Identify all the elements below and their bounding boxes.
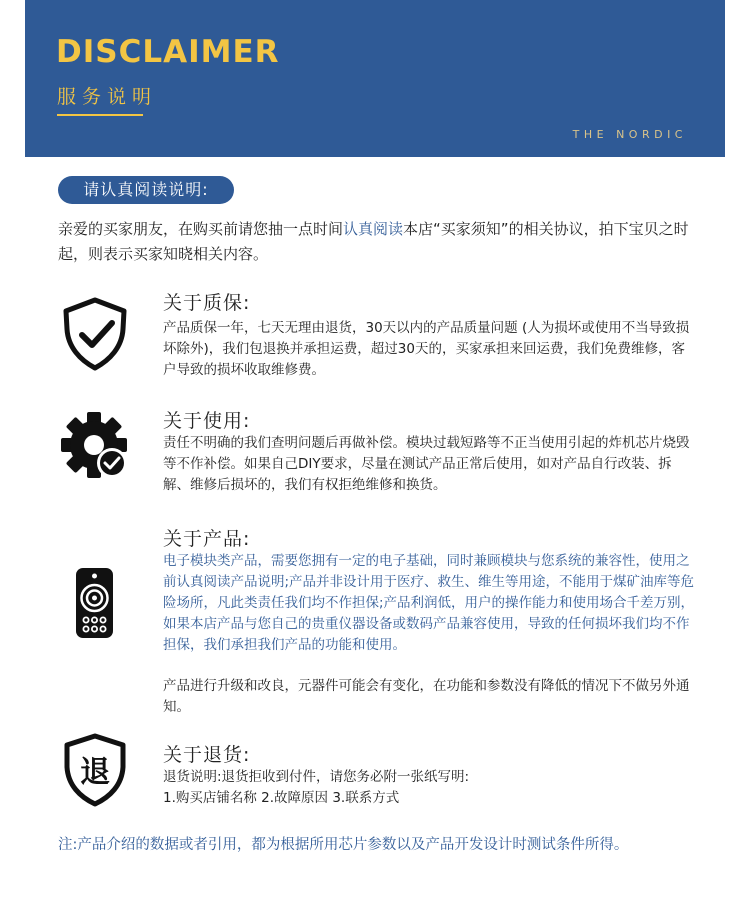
footer-note: 注:产品介绍的数据或者引用，都为根据所用芯片参数以及产品开发设计时测试条件所得。 [58, 837, 629, 853]
return-shield-icon [60, 733, 130, 807]
section-usage-body: 责任不明确的我们查明问题后再做补偿。模块过载短路等不正当使用引起的炸机芯片烧毁等不作补偿。如果自己DIY要求，尽量在测试产品正常后使用，如对产品自行改装、拆解、维修后损坏的，我们有权拒绝维修和换货。 [163, 435, 690, 493]
banner-brand: THE NORDIC [572, 128, 687, 141]
section-warranty-title: 关于质保: [163, 292, 251, 314]
section-returns-list: 1.购买店铺名称 2.故障原因 3.联系方式 [163, 790, 400, 806]
section-product-title: 关于产品: [163, 528, 251, 550]
section-product-body: 产品进行升级和改良，元器件可能会有变化，在功能和参数没有降低的情况下不做另外通知。 [163, 678, 690, 715]
intro-after: 本店“买家须知”的相关协议，拍下宝贝之时起，则表示买家知晓相关内容。 [58, 220, 689, 263]
section-returns-title: 关于退货: [163, 744, 251, 766]
banner-title: DISCLAIMER [56, 34, 280, 70]
intro-text [58, 217, 698, 267]
banner-subtitle: 服务说明 [57, 86, 158, 108]
banner-underline [57, 114, 143, 116]
gear-check-icon [60, 411, 130, 481]
remote-control-icon [60, 566, 130, 640]
intro-highlight: 认真阅读 [343, 220, 404, 238]
section-warranty-body: 产品质保一年，七天无理由退货，30天以内的产品质量问题 (人为损坏或使用不当导致损坏除外)，我们包退换并承担运费，超过30天的，买家承担来回运费，我们免费维修，客户导致的损坏收取维修费。 [163, 320, 690, 378]
intro-before: 亲爱的买家朋友，在购买前请您抽一点时间 [58, 220, 344, 238]
header-banner [25, 0, 725, 157]
return-icon-char: 退 [80, 755, 110, 790]
section-returns-body: 退货说明:退货拒收到付件，请您务必附一张纸写明: [163, 769, 470, 785]
shield-check-icon [60, 297, 130, 371]
section-usage-title: 关于使用: [163, 410, 251, 432]
section-product-body-highlight: 电子模块类产品，需要您拥有一定的电子基础，同时兼顾模块与您系统的兼容性，使用之前认真阅读产品说明;产品并非设计用于医疗、救生、维生等用途，不能用于煤矿油库等危险场所，凡此类责任我们均不作担保;产品利润低，用户的操作能力和使用场合千差万别，如果本店产品与您自己的贵重仪器设备或数码产品兼容使用，导致的任何损坏我们均不作担保，我们承担我们产品的功能和使用。 [163, 553, 695, 653]
read-notice-pill: 请认真阅读说明: [58, 176, 234, 204]
